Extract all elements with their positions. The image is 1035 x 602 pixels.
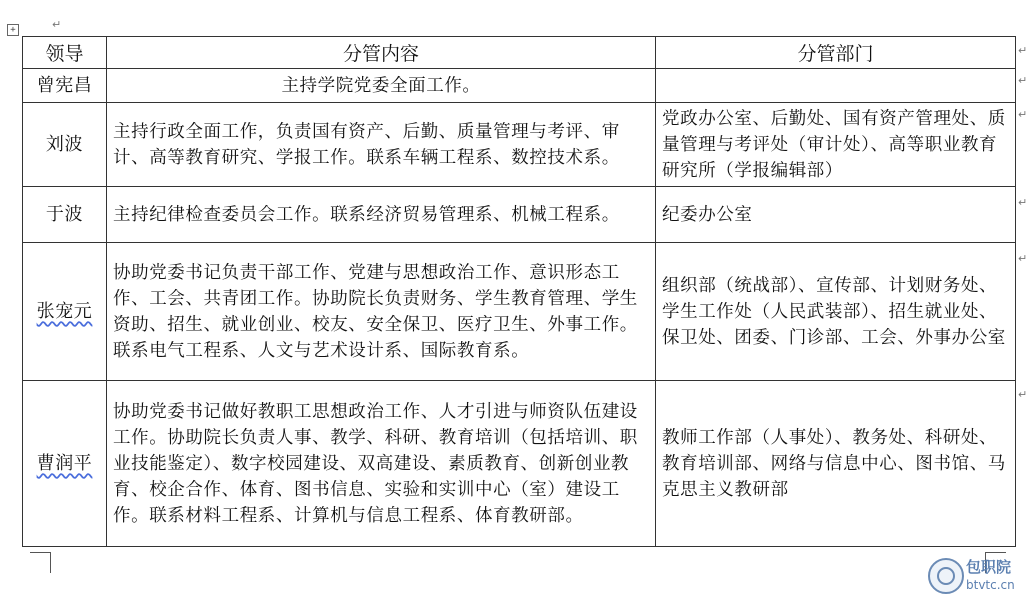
leader-name: 曹润平 (36, 452, 93, 474)
row-end-mark-icon: ↵ (1018, 196, 1028, 209)
content-cell: 主持学院党委全面工作。 (107, 69, 656, 103)
departments-cell: 党政办公室、后勤处、国有资产管理处、质量管理与考评处（审计处）、高等职业教育研究所（学报编辑部） (656, 103, 1016, 187)
content-cell: 主持行政全面工作，负责国有资产、后勤、质量管理与考评、审计、高等教育研究、学报工作。联系车辆工程系、数控技术系。 (107, 103, 656, 187)
leader-cell: 刘波 (23, 103, 107, 187)
departments-cell: 组织部（统战部）、宣传部、计划财务处、学生工作处（人民武装部）、招生就业处、保卫处、团委、门诊部、工会、外事办公室 (656, 243, 1016, 381)
table-row (23, 381, 1016, 547)
table-row (23, 187, 1016, 243)
departments-cell: 教师工作部（人事处）、教务处、科研处、教育培训部、网络与信息中心、图书馆、马克思主义教研部 (656, 381, 1016, 547)
table-header-row (23, 37, 1016, 69)
table-row (23, 103, 1016, 187)
header-content: 分管内容 (107, 37, 656, 69)
departments-cell: 纪委办公室 (656, 187, 1016, 243)
row-end-mark-icon: ↵ (1018, 388, 1028, 401)
header-leader: 领导 (23, 37, 107, 69)
leader-cell: 曾宪昌 (23, 69, 107, 103)
header-departments: 分管部门 (656, 37, 1016, 69)
departments-cell (656, 69, 1016, 103)
table-row (23, 243, 1016, 381)
row-end-mark-icon: ↵ (1018, 74, 1028, 87)
row-end-mark-icon: ↵ (1018, 252, 1028, 265)
content-cell: 协助党委书记负责干部工作、党建与思想政治工作、意识形态工作、工会、共青团工作。协助院长负责财务、学生教育管理、学生资助、招生、就业创业、校友、安全保卫、医疗卫生、外事工作。联系电气工程系、人文与艺术设计系、国际教育系。 (107, 243, 656, 381)
leader-cell-wrap (23, 381, 107, 547)
college-seal-icon (928, 558, 964, 594)
table-move-handle-icon[interactable]: + (7, 24, 19, 36)
paragraph-mark-icon: ↵ (52, 18, 62, 31)
leader-name: 张宠元 (36, 300, 93, 322)
leadership-table (22, 36, 1016, 547)
watermark-name: 包职院 (966, 558, 1012, 576)
row-end-mark-icon: ↵ (1018, 108, 1028, 121)
content-cell: 主持纪律检查委员会工作。联系经济贸易管理系、机械工程系。 (107, 187, 656, 243)
content-cell: 协助党委书记做好教职工思想政治工作、人才引进与师资队伍建设工作。协助院长负责人事、教学、科研、教育培训（包括培训、职业技能鉴定）、数字校园建设、双高建设、素质教育、创新创业教育、校企合作、体育、图书信息、实验和实训中心（室）建设工作。联系材料工程系、计算机与信息工程系、体育教研部。 (107, 381, 656, 547)
leader-cell: 于波 (23, 187, 107, 243)
table-row (23, 69, 1016, 103)
crop-mark-left (30, 552, 51, 573)
leader-cell-wrap (23, 243, 107, 381)
watermark-domain: btvtc.cn (966, 578, 1015, 592)
row-end-mark-icon: ↵ (1018, 44, 1028, 57)
